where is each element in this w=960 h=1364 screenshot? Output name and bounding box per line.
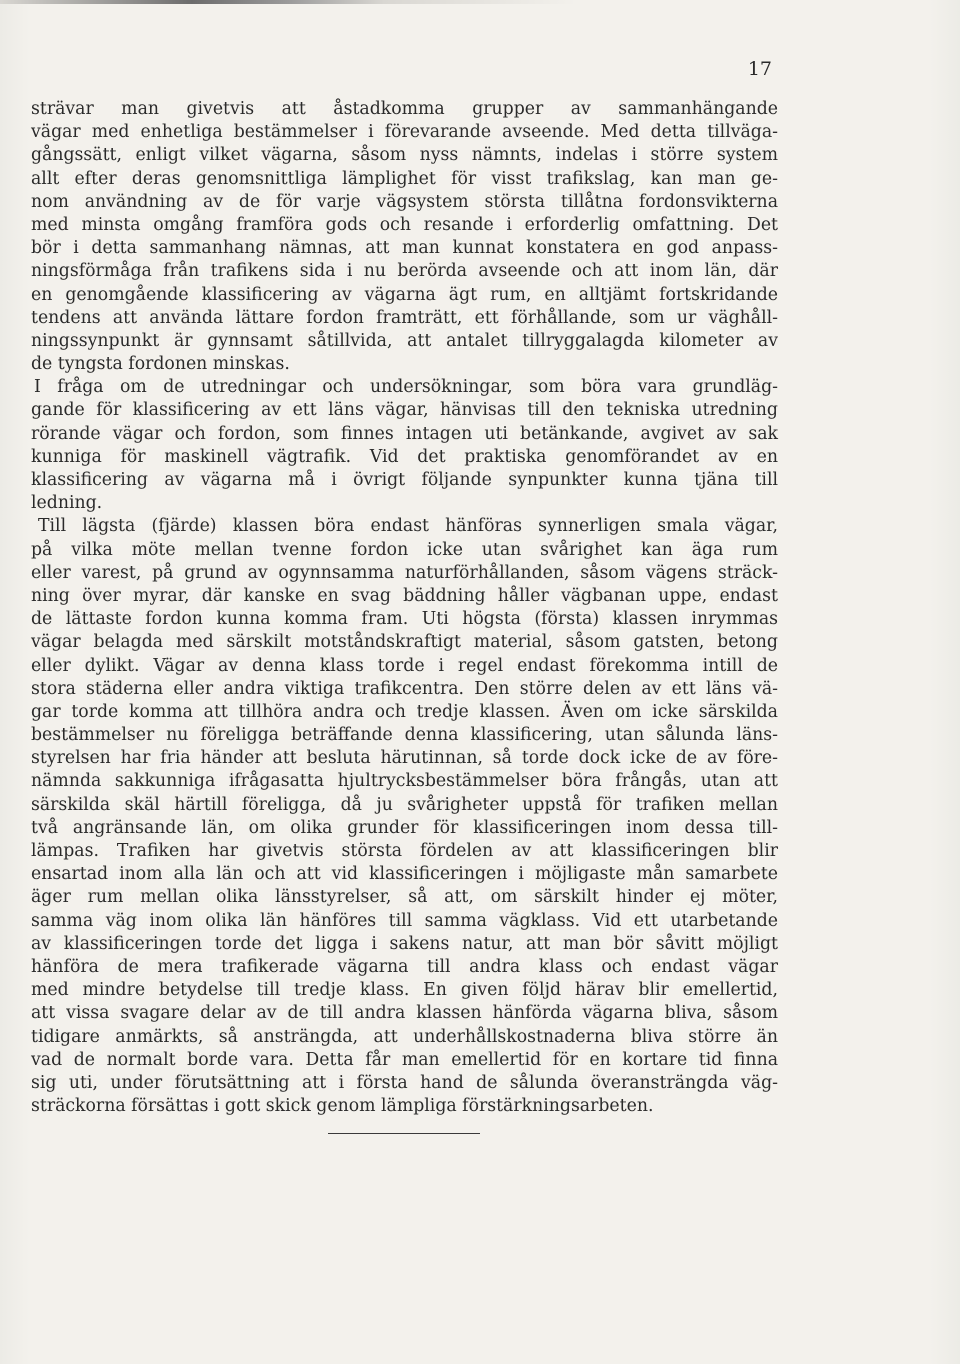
text-line: med minsta omgång framföra gods och resande i erforderlig omfattning. Det (31, 214, 778, 235)
text-line: nom användning av de för varje vägsystem största tillåtna fordonsvikterna (31, 191, 778, 212)
text-line: gande för klassificering av ett läns vägar, hänvisas till den tekniska utredning (31, 400, 778, 421)
text-line: gar torde komma att tillhöra andra och tredje klassen. Även om icke särskilda (31, 701, 778, 722)
text-line: de lättaste fordon kunna komma fram. Uti högsta (första) klassen inrymmas (31, 609, 778, 630)
text-line: sträckorna försättas i gott skick genom lämpliga förstärkningsarbeten. (31, 1096, 654, 1117)
text-line: att vissa svagare delar av de till andra klassen hänförda vägarna bliva, såsom (31, 1003, 778, 1024)
text-line: Till lägsta (fjärde) klassen böra endast hänföras synnerligen smala vägar, (38, 516, 778, 537)
text-line: I fråga om de utredningar och undersökningar, som böra vara grundläg- (34, 377, 778, 398)
page-number: 17 (747, 58, 772, 80)
text-line: bör i detta sammanhang nämnas, att man kunnat konstatera en god anpass- (31, 238, 778, 259)
text-line: två angränsande län, om olika grunder för klassificeringen inom dessa till- (31, 817, 778, 838)
text-line: en genomgående klassificering av vägarna ägt rum, en alltjämt fortskridande (31, 284, 778, 305)
text-line: samma väg inom olika län hänföres till samma vägklass. Vid ett utarbetande (31, 910, 778, 931)
text-line: ledning. (31, 493, 103, 514)
text-line: av klassificeringen torde det ligga i sakens natur, att man bör såvitt möjligt (31, 933, 778, 954)
text-line: styrelsen har fria händer att besluta härutinnan, så torde dock icke de av före- (31, 748, 778, 769)
text-line: sig uti, under förutsättning att i första hand de sålunda överansträngda väg- (31, 1072, 778, 1093)
text-line: eller dylikt. Vägar av denna klass torde i regel endast förekomma intill de (31, 655, 778, 676)
text-line: hänföra de mera trafikerade vägarna till andra klass och endast vägar (31, 956, 778, 977)
text-line: de tyngsta fordonen minskas. (31, 354, 290, 375)
text-line: med mindre betydelse till tredje klass. En given följd härav blir emellertid, (31, 980, 778, 1001)
text-line: lämpas. Trafiken har givetvis största fördelen av att klassificeringen blir (31, 841, 778, 861)
text-line: vad de normalt borde vara. Detta får man emellertid för en kortare tid finna (31, 1049, 778, 1070)
text-line: ningsförmåga från trafikens sida i nu berörda avseende och att inom län, där (31, 261, 778, 282)
text-line: nämnda sakkunniga ifrågasatta hjultrycksbestämmelser böra frångås, utan att (31, 771, 778, 792)
text-line: vägar belagda med särskilt motståndskraftigt material, såsom gatsten, betong (31, 632, 778, 653)
text-line: gångssätt, enligt vilket vägarna, såsom nyss nämnts, indelas i större system (31, 145, 778, 166)
text-line: allt efter deras genomsnittliga lämplighet för visst trafikslag, kan man ge- (31, 168, 778, 189)
text-line: strävar man givetvis att åstadkomma grupper av sammanhängande (31, 99, 778, 119)
text-line: eller varest, på grund av ogynnsamma naturförhållanden, såsom vägens sträck- (31, 562, 778, 583)
section-divider-rule (328, 1133, 480, 1134)
text-line: rörande vägar och fordon, som finnes intagen uti betänkande, avgivet av sak (31, 423, 778, 444)
text-line: ensartad inom alla län och att vid klassificeringen i möjligaste mån samarbete (31, 864, 778, 885)
text-line: bestämmelser nu föreligga beträffande denna klassificering, utan sålunda läns- (31, 725, 778, 746)
text-line: ning över myrar, där kanske en svag bäddning håller vägbanan uppe, endast (31, 585, 778, 606)
text-line: kunniga för maskinell vägtrafik. Vid det praktiska genomförandet av en (31, 446, 778, 467)
text-line: vägar med enhetliga bestämmelser i förevarande avseende. Med detta tillväga- (31, 122, 778, 143)
text-line: klassificering av vägarna må i övrigt följande synpunkter kunna tjäna till (31, 470, 778, 490)
text-line: stora städerna eller andra viktiga trafikcentra. Den större delen av ett läns vä- (31, 678, 778, 699)
page-top-edge (0, 0, 960, 4)
body-text (31, 98, 778, 1118)
text-line: ningssynpunkt är gynnsamt såtillvida, att antalet tillryggalagda kilometer av (31, 330, 778, 351)
text-line: tendens att använda lättare fordon framträtt, ett förhållande, som ur väghåll- (31, 307, 778, 328)
text-line: särskilda skäl härtill föreligga, då ju svårigheter uppstå för trafiken mellan (31, 794, 778, 815)
text-line: på vilka möte mellan tvenne fordon icke utan svårighet kan äga rum (31, 539, 778, 560)
text-line: äger rum mellan olika länsstyrelser, så att, om särskilt hinder ej möter, (31, 887, 778, 908)
text-line: tidigare anmärkts, så ansträngda, att underhållskostnaderna bliva större än (31, 1026, 778, 1047)
